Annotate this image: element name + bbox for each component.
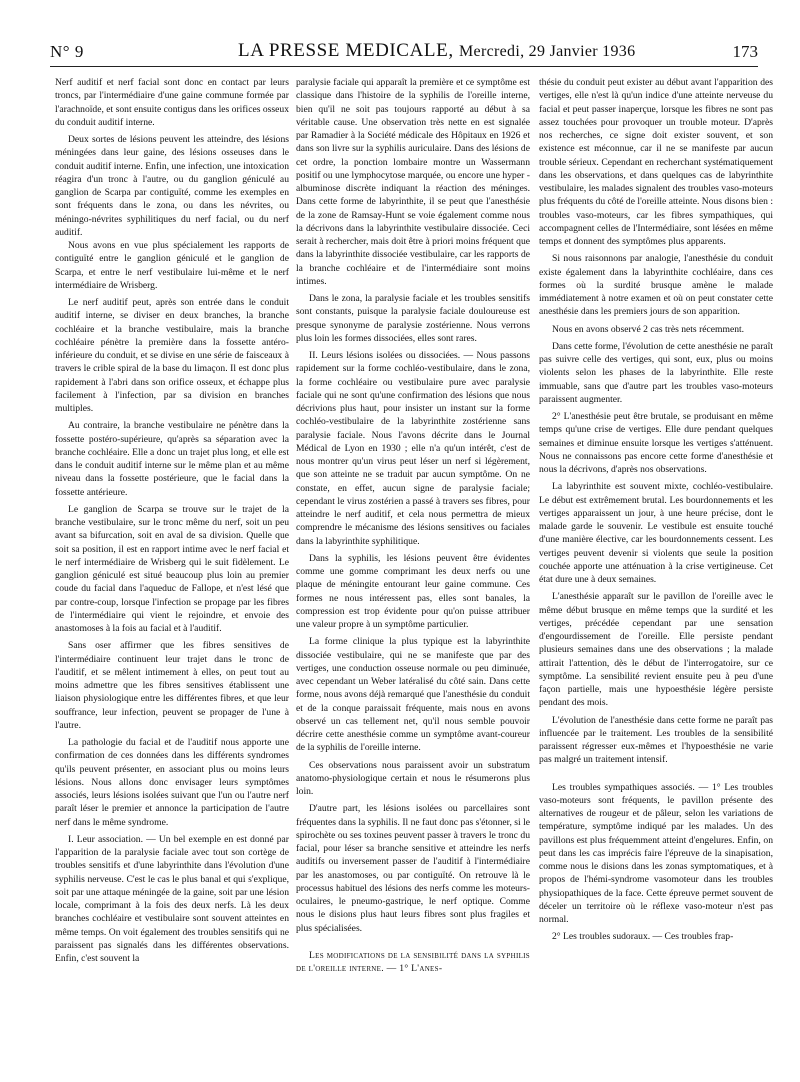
paragraph: L'anesthésie apparaît sur le pavillon de l'oreille avec le même début brusque en même temps que la surdité et les vertiges, précédée cependant par une sensation d'engourdissement de l'oreille. Elle persiste pendant plusieurs semaines dans une des observations ; la malade attirait l'attention, dès le début de l'interrogatoire, sur ce symptôme. La sensibilité revient ensuite peu à peu d'une façon partielle, mais une hypoesthésie légère persiste pendant des mois. xyxy=(539,591,773,709)
issue-date: Mercredi, 29 Janvier 1936 xyxy=(459,43,636,60)
paragraph: Nous en avons observé 2 cas très nets récemment. xyxy=(552,323,745,335)
paragraph: Dans le zona, la paralysie faciale et les troubles sensitifs sont constants, puisque la paralysie faciale douloureuse est presque synonyme de paralysie zostérienne. Nous verrons plus loin les formes dissociées, elles sont rares. xyxy=(296,293,530,344)
paragraph: Nerf auditif et nerf facial sont donc en contact par leurs troncs, par l'intermédiaire d'une gaine commune formée par l'arachnoïde, et sont ensuite contigus dans les orifices osseux du conduit auditif interne. xyxy=(55,77,289,128)
paragraph: Dans la syphilis, les lésions peuvent être évidentes comme une gomme comprimant les deux nerfs ou une plaque de méningite entourant leur gaine commune. Ces formes ne nous intéressent pas, elles sont banales, la compression est trop évidente pour qu'on puisse attribuer une valeur propre à un symptôme particulier. xyxy=(296,552,530,630)
issue-number: N° 9 xyxy=(50,42,84,61)
paragraph: D'autre part, les lésions isolées ou parcellaires sont fréquentes dans la syphilis. Il ne faut donc pas s'étonner, si le spirochète ou ses toxines peuvent passer à travers le tronc du facial, pour léser sa branche sensitive et atteindre les nerfs auditifs ou inversement passer de l'auditif à l'intermédiaire par les anastomoses, ou par contiguïté. On retrouve là le processus habituel des lésions des nerfs comme les moteurs-oculaires, le pneumo-gastrique, le nerf optique. Comme nous le disions plus haut leurs fibres sont plus fragiles et plus spécialisées. xyxy=(296,803,530,934)
section-heading-paragraph: Les modifications de la sensibilité dans la syphilis de l'oreille interne. — 1° L'anes- xyxy=(296,949,530,974)
paragraph: Dans cette forme, l'évolution de cette anesthésie ne paraît pas suivre celle des vertiges, qui sont, eux, plus ou moins violents selon les phases de la labyrinthite. Elle reste immuable, sans que d'autre part les troubles vaso-moteurs paraissent augmenter. xyxy=(539,340,773,405)
paragraph: Deux sortes de lésions peuvent les atteindre, des lésions méningées dans leur gaine, des lésions osseuses dans le conduit auditif interne. Enfin, une infection, une intoxication réagira d'un tronc à l'autre, ou du ganglion géniculé au ganglion de Scarpa par contiguïté, comme les exemples en sont fréquents dans le zona, ou dans les névrites, ou méningo-névrites syphilitiques du nerf facial, ou du nerf auditif. xyxy=(55,134,289,238)
paragraph: La pathologie du facial et de l'auditif nous apporte une confirmation de ces données dans les différents syndromes qu'ils peuvent présenter, en associant plus ou moins leurs lésions. Nous allons donc envisager leurs symptômes associés, leurs lésions isolées suivant que l'un ou l'autre nerf paraît léser le premier et annonce la participation de l'autre nerf dans le même syndrome. xyxy=(55,737,289,828)
paragraph: thésie du conduit peut exister au début avant l'apparition des vertiges, elle n'est là qu'un indice d'une atteinte nerveuse du facial et peut passer inaperçue, lorsque les fibres ne sont pas assez touchées pour provoquer un trouble moteur. D'après nos recherches, ce signe doit exister souvent, et son existence est méconnue, car il ne se manifeste par aucun trouble sérieux. Cependant en recherchant systématiquement dans les observations, et dans quelques cas de labyrinthite vestibulaire, les malades signalent des troubles vaso-moteurs plus fréquents du côté de l'oreille atteinte. Nous disons bien : troubles vaso-moteurs, car les fibres sympathiques, qui accompagnent celles de l'Intermédiaire, sont lésées en même temps et donnent des symptômes plus apparents. xyxy=(539,77,773,247)
paragraph: paralysie faciale qui apparaît la première et ce symptôme est classique dans l'histoire de la syphilis de l'oreille interne, bien qu'il ne soit pas toujours rapporté au début à sa véritable cause. Une observation très nette en est signalée par Ramadier à la Société médicale des Hôpitaux en 1926 et dans son livre sur la syphilis auriculaire. Dans des lésions de cet ordre, la ponction lombaire montre un Wassermann positif ou une lymphocytose marquée, ou encore une hyper - albuminose discrète indiquant la réaction des méninges. Dans cette forme de labyrinthite, il se peut que l'anesthésie de la zone de Ramsay-Hunt se voie également comme nous la décrivons dans la labyrinthite vestibulaire dissociée. Ceci serait à rechercher, mais doit être à priori moins fréquent que dans la labyrinthite dissociée vestibulaire, car les rapports de la branche cochléaire et de l'intermédiaire sont moins intimes. xyxy=(296,77,530,287)
paragraph: 2° L'anesthésie peut être brutale, se produisant en même temps qu'une crise de vertiges. Elle dure pendant quelques semaines et diminue ensuite lorsque les vertiges s'atténuent. Nous ne connaissons pas encore cette forme d'anesthésie et nous la décrivons, d'après nos observations. xyxy=(539,411,773,475)
journal-title-line xyxy=(238,40,635,62)
paragraph: Nous avons en vue plus spécialement les rapports de contiguïté entre le ganglion géniculé et le ganglion de Scarpa, et entre le nerf vestibulaire lui-même et le nerf intermédiaire de Wrisberg. xyxy=(55,240,289,291)
paragraph: La labyrinthite est souvent mixte, cochléo-vestibulaire. Le début est extrêmement brutal. Les bourdonnements et les vertiges apparaissent un jour, à une heure précise, dont le malade garde le souvenir. Le vestibule est ensuite touché d'une manière élective, car les bourdonnements cessent. Les vertiges peuvent devenir si violents que seule la position couchée apporte une atténuation à la crise vertigineuse. Cet état dure une à deux semaines. xyxy=(539,481,773,585)
paragraph: La forme clinique la plus typique est la labyrinthite dissociée vestibulaire, qui ne se manifeste que par des vertiges, une conduction osseuse normale ou peu diminuée, avec cependant un Weber latéralisé du côté sain. Dans cette forme, nous avons déjà remarqué que l'anesthésie du conduit et de la conque paraissait fréquente, mais nous en avons observé un cas tellement net, qu'il nous semble pouvoir décrire cette anesthésie comme un symptôme avant-coureur de la syphilis de l'oreille interne. xyxy=(296,636,530,754)
journal-title: LA PRESSE MEDICALE, xyxy=(238,40,454,61)
paragraph: Le nerf auditif peut, après son entrée dans le conduit auditif interne, se diviser en deux branches, la branche cochléaire et la branche vestibulaire, mais la branche cochléaire pénètre la première dans la fossette antéro-inférieure du conduit, et se divise en une série de faisceaux à travers le crible spiral de la base du limaçon. Il est donc plus rapidement à l'abri dans son orifice osseux, et échappe plus facilement à l'infection, par sa division en branches multiples. xyxy=(55,297,289,414)
text-column-1 xyxy=(55,76,289,1072)
paragraph: Si nous raisonnons par analogie, l'anesthésie du conduit existe également dans la labyrinthite cochléaire, dans ces formes où la surdité brusque amène le malade immédiatement à notre examen et où on peut constater cette anesthésie dans les premiers jours de son apparition. xyxy=(539,253,773,318)
page-header xyxy=(50,38,758,67)
paragraph: Le ganglion de Scarpa se trouve sur le trajet de la branche vestibulaire, sur le tronc même du nerf, soit un peu avant sa bifurcation, soit en aval de sa division. Quelle que soit sa position, il est en rapport intime avec le nerf facial et le nerf intermédiaire de Wrisberg qui le suit fidèlement. Le ganglion géniculé est situé beaucoup plus loin au premier coude du facial dans l'aqueduc de Fallope, et n'est lésé que par contre-coup, lorsque l'infection se propage par les fibres de l'intermédiaire qui vient le rejoindre, et envoie des anastomoses à la fois au facial et à l'auditif. xyxy=(55,503,289,634)
paragraph: II. Leurs lésions isolées ou dissociées. — Nous passons rapidement sur la forme cochléo-vestibulaire, dans le zona, la forme cochléaire ou vestibulaire pure avec paralysie faciale qui ne sont qu'une confirmation des lésions que nous décrivions plus haut, pour insister un instant sur la forme cochléo-vestibulaire de la labyrinthite zostérienne sans paralysie faciale. Nous l'avons décrite dans le Journal Médical de Lyon en 1930 ; elle n'a qu'un intérêt, c'est de nous montrer qu'un virus peut léser un nerf si légèrement, que son atteinte ne se traduit par aucun symptôme. On ne constate, en effet, aucun signe de paralysie faciale; cependant le virus zostérien a passé à travers ses fibres, pour atteindre le nerf auditif, et cela nous permettra de mieux comprendre le mécanisme des lésions sensitives ou faciales dans la labyrinthite syphilitique. xyxy=(296,350,530,547)
paragraph: L'évolution de l'anesthésie dans cette forme ne paraît pas influencée par le traitement. Les troubles de la sensibilité paraissent régresser eux-mêmes et l'hypoesthésie ne varie pas malgré un traitement intensif. xyxy=(539,714,773,766)
paragraph: Au contraire, la branche vestibulaire ne pénètre dans la fossette postéro-supérieure, qu'après sa séparation avec la branche cochléaire. Elle a donc un trajet plus long, et elle est dans le conduit auditif interne sur le même plan et au même niveau dans la fossette postérieure, que le facial dans la fossette antérieure. xyxy=(55,420,289,498)
paragraph: I. Leur association. — Un bel exemple en est donné par l'apparition de la paralysie faciale avec tout son cortège de troubles sensitifs et d'une labyrinthite dans l'évolution d'une syphilis nerveuse. C'est le cas le plus banal et qui s'explique, soit par une attaque méningée de la gaine, soit par une lésion locale, comprimant à la fois des deux nerfs. Là les deux branches cochléaire et vestibulaire sont souvent atteintes en même temps. On voit également des troubles sensitifs qui ne paraissent pas signalés dans les différentes observations. Enfin, c'est souvent la xyxy=(55,833,289,964)
paragraph: Sans oser affirmer que les fibres sensitives de l'intermédiaire continuent leur trajet dans le tronc de l'auditif, et se mêlent intimement à elles, on peut tout au moins admettre que les fibres sensitives établissent une liaison physiologique entre les différentes fibres, et que leur souffrance, leur infection, peuvent se propager de l'une à l'autre. xyxy=(55,640,289,731)
paragraph: 2° Les troubles sudoraux. — Ces troubles frap- xyxy=(552,931,734,943)
paragraph: Ces observations nous paraissent avoir un substratum anatomo-physiologique certain et nous le résumerons plus loin. xyxy=(296,759,530,797)
text-column-3 xyxy=(539,76,773,1072)
section-heading-paragraph: Les troubles sympathiques associés. — 1° Les troubles vaso-moteurs sont fréquents, le pavillon présente des alternatives de rougeur et de pâleur, selon les variations de température, symptôme indiqué par les malades. Un des pavillons est plus fréquemment atteint d'engelures. Enfin, on peut dans les cas imprécis faire l'épreuve de la sinapisation, comme nous le disions dans les zonas symptomatiques, et à propos de l'hémi-syndrome vasomoteur dans les troubles physiopathiques de la face. Cette épreuve permet souvent de déceler un territoire où le réflexe vaso-moteur n'est pas normal. xyxy=(539,781,773,925)
text-column-2 xyxy=(296,76,530,1072)
page-number: 173 xyxy=(732,42,758,61)
